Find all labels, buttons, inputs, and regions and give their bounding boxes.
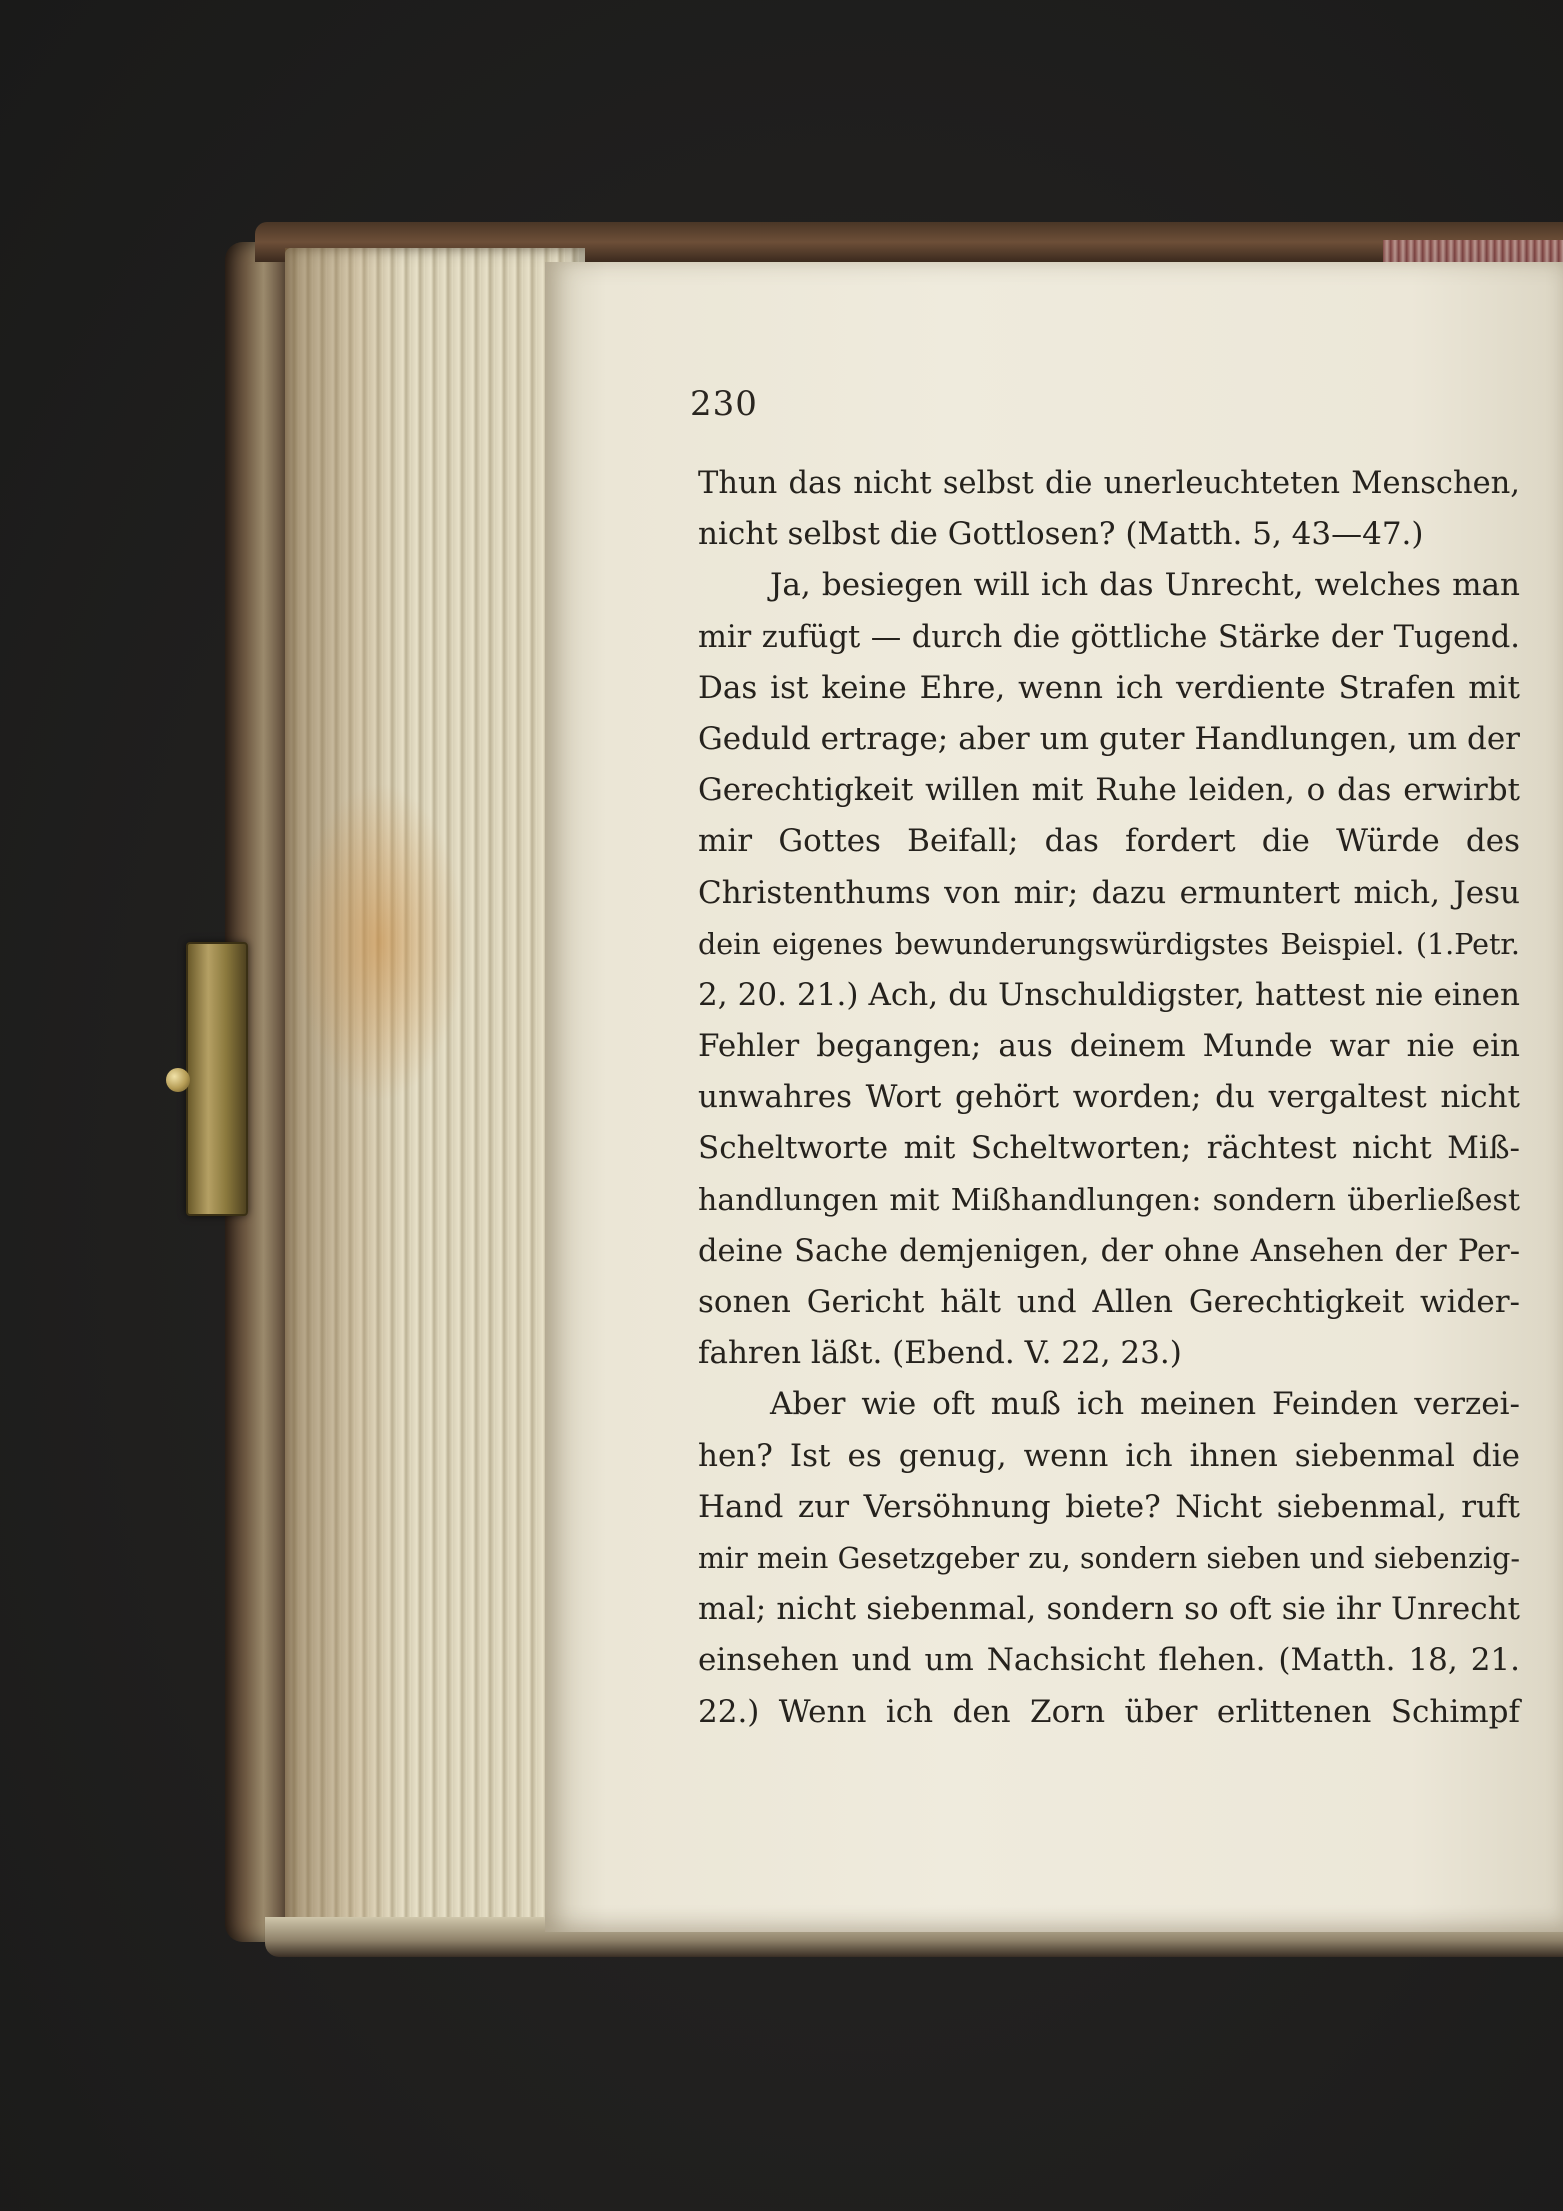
clasp-pin (166, 1068, 190, 1092)
text-line: Thun das nicht selbst die unerleuchteten Menschen, (698, 466, 1520, 501)
text-line: unwahres Wort gehört worden; du vergaltest nicht (698, 1079, 1520, 1116)
text-line: fahren läßt. (Ebend. V. 22, 23.) (698, 1335, 1182, 1372)
text-line: Scheltworte mit Scheltworten; rächtest nicht Miß- (698, 1130, 1520, 1167)
text-line: 22.) Wenn ich den Zorn über erlittenen Schimpf (698, 1693, 1520, 1730)
text-line: einsehen und um Nachsicht flehen. (Matth. 18, 21. (698, 1642, 1520, 1679)
text-line: 2, 20. 21.) Ach, du Unschuldigster, hattest nie einen (698, 976, 1520, 1013)
text-line: Ja, besiegen will ich das Unrecht, welches man (770, 567, 1520, 604)
text-line: handlungen mit Mißhandlungen: sondern überließest (698, 1182, 1520, 1218)
page-number: 230 (690, 384, 758, 424)
page-text (698, 458, 1520, 1738)
text-line: Christenthums von mir; dazu ermuntert mich, Jesu (698, 874, 1520, 911)
text-line: deine Sache demjenigen, der ohne Ansehen der Per- (698, 1233, 1520, 1269)
text-line: Hand zur Versöhnung biete? Nicht siebenmal, ruft (698, 1488, 1520, 1525)
text-line: Fehler begangen; aus deinem Munde war nie ein (698, 1028, 1520, 1065)
text-line: hen? Ist es genug, wenn ich ihnen siebenmal die (698, 1437, 1520, 1474)
text-line: dein eigenes bewunderungswürdigstes Beispiel. (1.Petr. (698, 927, 1520, 961)
text-line: Gerechtigkeit willen mit Ruhe leiden, o das erwirbt (698, 772, 1520, 809)
water-stain (295, 782, 465, 1102)
text-line: mir zufügt — durch die göttliche Stärke der Tugend. (698, 619, 1520, 655)
text-line: Geduld ertrage; aber um guter Handlungen, um der (698, 720, 1520, 757)
brass-clasp (186, 942, 248, 1216)
text-line: Das ist keine Ehre, wenn ich verdiente Strafen mit (698, 669, 1520, 706)
headband (1383, 240, 1563, 262)
text-line: mir Gottes Beifall; das fordert die Würde des (698, 823, 1520, 860)
text-line: mal; nicht siebenmal, sondern so oft sie ihr Unrecht (698, 1591, 1520, 1628)
text-line: mir mein Gesetzgeber zu, sondern sieben und siebenzig- (698, 1541, 1520, 1575)
text-line: nicht selbst die Gottlosen? (Matth. 5, 43—47.) (698, 516, 1424, 553)
text-line: Aber wie oft muß ich meinen Feinden verzei- (770, 1386, 1520, 1423)
text-line: sonen Gericht hält und Allen Gerechtigkeit wider- (698, 1284, 1520, 1320)
